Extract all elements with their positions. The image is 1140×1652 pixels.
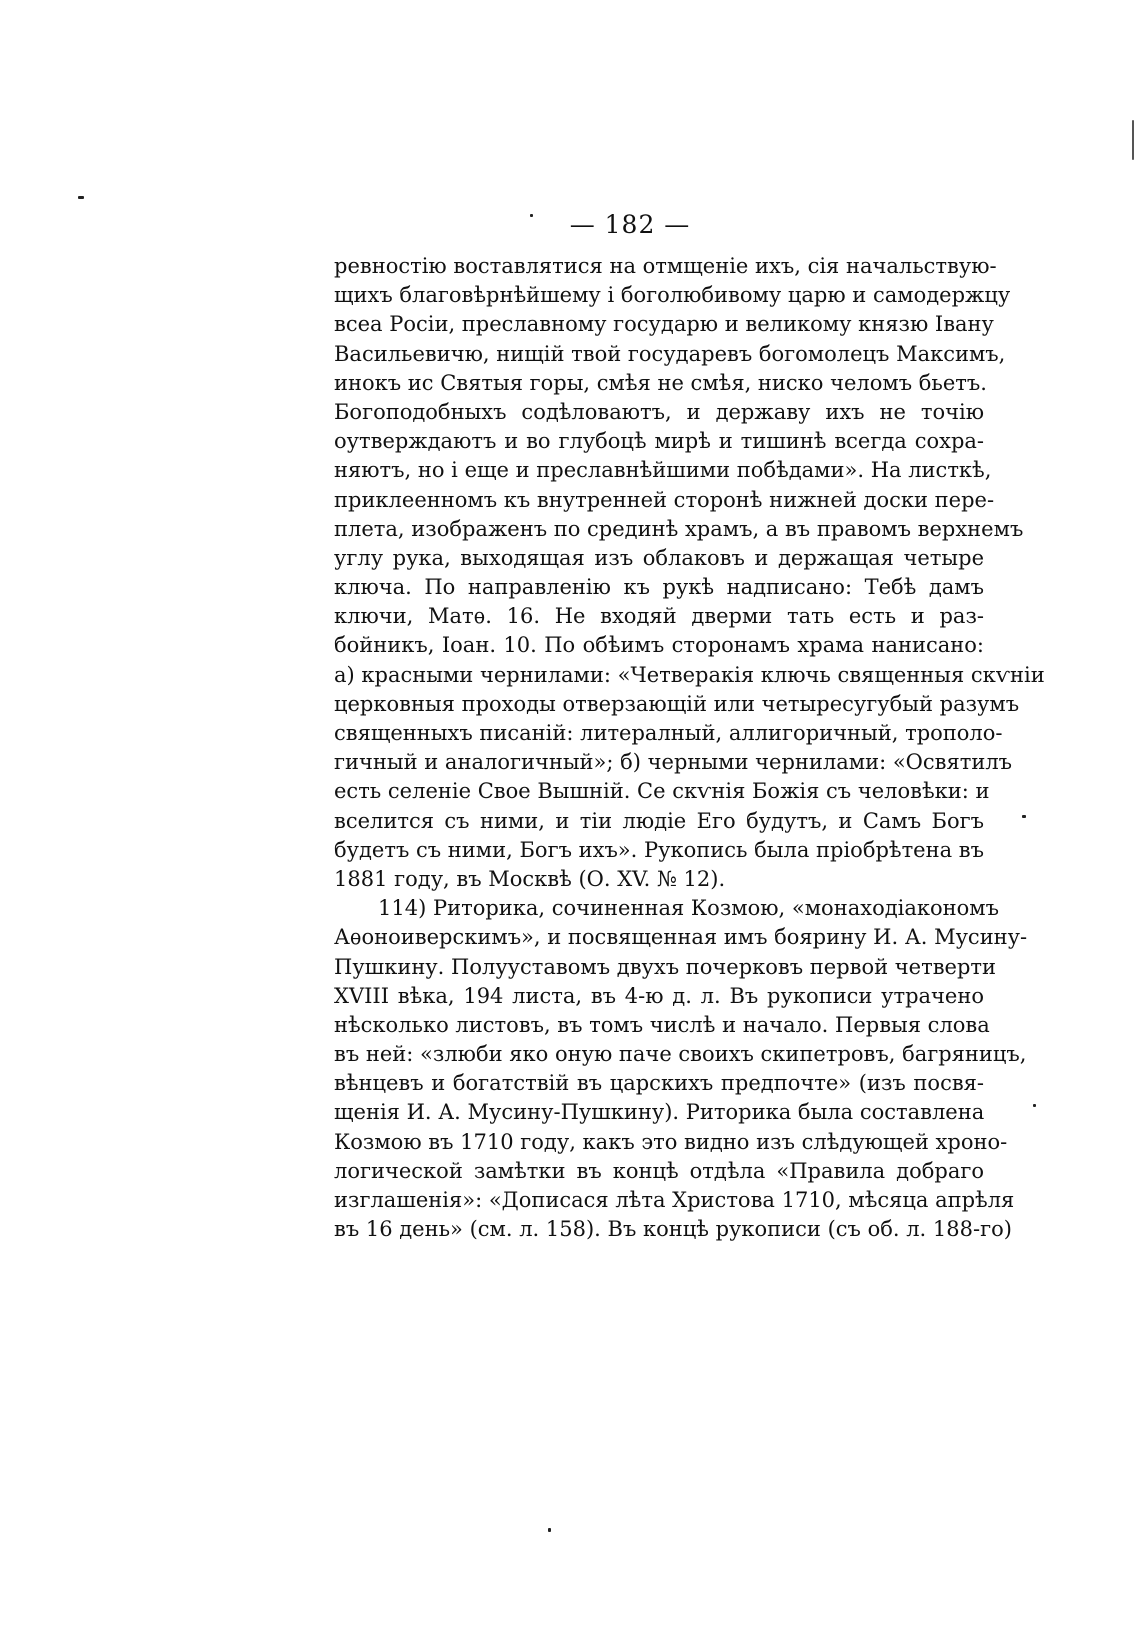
text-line: бойникъ, Іоан. 10. По обѣимъ сторонамъ храма нанисано:: [334, 633, 984, 658]
paragraph: [334, 252, 1045, 894]
text-line: няютъ, но і еще и преславнѣйшими побѣдами». На листкѣ,: [334, 458, 992, 483]
text-line: гичный и аналогичный»; б) черными чернилами: «Освятилъ: [334, 750, 1013, 775]
paragraph: [334, 894, 1028, 1244]
text-line: въ ней: «злюби яко оную паче своихъ скипетровъ, багряницъ,: [334, 1042, 1027, 1067]
text-line: 114) Риторика, сочиненная Козмою, «монаходіакономъ: [378, 896, 999, 921]
text-line: въ 16 день» (см. л. 158). Въ концѣ рукописи (съ об. л. 188-го): [334, 1217, 1012, 1242]
text-line: Васильевичю, нищій твой государевъ богомолецъ Максимъ,: [334, 341, 1006, 366]
text-line: а) красными чернилами: «Четверакія ключь священныя скѵніи: [334, 662, 1045, 687]
text-line: вѣнцевъ и богатствій въ царскихъ предпочте» (изъ посвя-: [334, 1071, 984, 1096]
text-line: 1881 году, въ Москвѣ (О. XV. № 12).: [334, 866, 726, 891]
text-line: будетъ съ ними, Богъ ихъ». Рукопись была пріобрѣтена въ: [334, 837, 984, 862]
text-line: нѣсколько листовъ, въ томъ числѣ и начало. Первыя слова: [334, 1012, 990, 1037]
scan-speck: [530, 214, 533, 217]
text-line: плета, изображенъ по срединѣ храмъ, а въ правомъ верхнемъ: [334, 516, 1024, 541]
text-line: приклеенномъ къ внутренней сторонѣ нижней доски пере-: [334, 487, 995, 512]
text-line: логической замѣтки въ концѣ отдѣла «Правила добраго: [334, 1158, 984, 1183]
scan-speck: [1033, 1104, 1036, 1107]
scan-speck: [1022, 815, 1026, 818]
scan-speck: [1132, 120, 1134, 160]
page-number: — 182 —: [569, 210, 691, 239]
text-line: оутверждаютъ и во глубоцѣ мирѣ и тишинѣ всегда сохра-: [334, 429, 984, 454]
text-line: ключи, Матѳ. 16. Не входяй дверми тать есть и раз-: [334, 604, 984, 629]
scan-speck: [78, 196, 84, 199]
text-line: Аѳоноиверскимъ», и посвященная имъ боярину И. А. Мусину-: [334, 925, 1028, 950]
text-line: щихъ благовѣрнѣйшему і боголюбивому царю и самодержцу: [334, 283, 1011, 308]
text-line: углу рука, выходящая изъ облаковъ и держащая четыре: [334, 545, 984, 570]
text-line: есть селеніе Свое Вышній. Се скѵнія Божія съ человѣки: и: [334, 779, 990, 804]
text-line: всеа Росіи, преславному государю и великому князю Івану: [334, 312, 994, 337]
text-line: XVIII вѣка, 194 листа, въ 4-ю д. л. Въ рукописи утрачено: [334, 983, 984, 1008]
text-line: изглашенія»: «Дописася лѣта Христова 1710, мѣсяца апрѣля: [334, 1188, 1015, 1212]
text-line: Пушкину. Полууставомъ двухъ почерковъ первой четверти: [334, 954, 997, 979]
text-line: священныхъ писаній: литералный, аллигоричный, трополо-: [334, 721, 1003, 745]
text-line: Козмою въ 1710 году, какъ это видно изъ слѣдующей хроно-: [334, 1129, 1008, 1154]
scan-speck: [548, 1528, 551, 1532]
text-line: вселится съ ними, и тіи людіе Его будутъ, и Самъ Богъ: [334, 808, 984, 833]
text-line: щенія И. А. Мусину-Пушкину). Риторика была составлена: [334, 1100, 985, 1125]
text-line: Богоподобныхъ содѣловаютъ, и державу ихъ не точію: [334, 399, 984, 424]
text-line: ключа. По направленію къ рукѣ надписано: Тебѣ дамъ: [334, 575, 984, 600]
text-line: инокъ ис Святыя горы, смѣя не смѣя, ниско челомъ бьетъ.: [334, 370, 987, 395]
text-line: ревностію воставлятися на отмщеніе ихъ, сія начальствую-: [334, 254, 997, 278]
text-line: церковныя проходы отверзающій или четыресугубый разумъ: [334, 691, 1020, 716]
body-text: [334, 252, 1045, 1244]
